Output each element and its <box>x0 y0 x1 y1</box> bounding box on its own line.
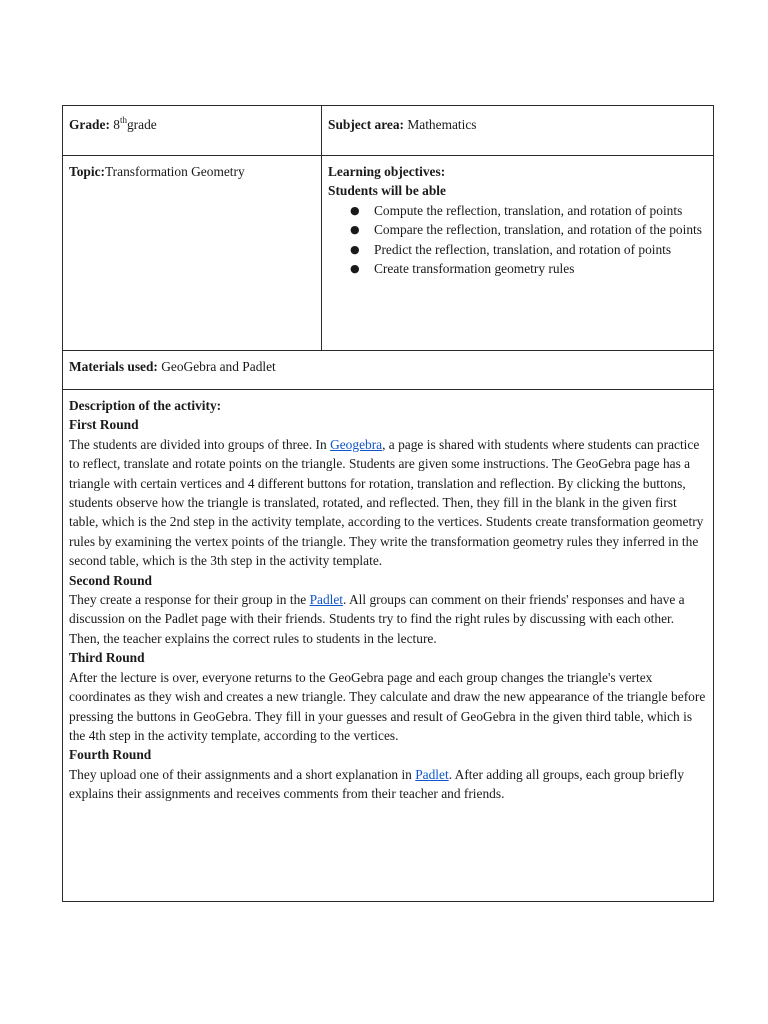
topic-row <box>63 156 714 351</box>
materials-value: GeoGebra and Padlet <box>161 359 276 374</box>
round-title-fourth: Fourth Round <box>69 747 152 763</box>
objectives-cell <box>322 156 714 351</box>
round-text-fourth <box>69 765 707 804</box>
round-text-part: . All groups can comment on their friends' responses and have a discussion on the Padlet page with their friends. Students try to find the right rules by discussing with each other. Then, the teacher explains the correct rules to students in the lecture. <box>69 592 685 646</box>
objective-item: ● Predict the reflection, translation, and rotation of points <box>374 240 707 259</box>
round-text-part: The students are divided into groups of three. In <box>69 436 331 452</box>
padlet-link[interactable]: Padlet <box>309 592 344 608</box>
subject-label: Subject area: <box>328 117 404 132</box>
round-text-part: . After adding all groups, each group briefly explains their assignments and receives comments from their teacher and friends. <box>69 766 685 802</box>
materials-cell <box>63 351 714 390</box>
header-row <box>63 106 714 156</box>
round-text-part: They upload one of their assignments and a short explanation in <box>69 766 416 782</box>
activity-row <box>63 390 714 902</box>
objectives-list <box>328 201 707 279</box>
round-text-part: They create a response for their group in the <box>69 592 310 608</box>
padlet-link[interactable]: Padlet <box>415 766 449 782</box>
round-title-first: First Round <box>69 417 139 433</box>
subject-cell <box>322 106 714 156</box>
subject-value: Mathematics <box>407 117 477 132</box>
grade-value: 8 <box>113 117 120 132</box>
materials-row <box>63 351 714 390</box>
round-text-first <box>69 435 707 571</box>
topic-cell <box>63 156 322 351</box>
topic-label: Topic: <box>69 164 105 179</box>
round-text-third <box>69 668 707 746</box>
objective-item: ● Create transformation geometry rules <box>374 259 707 278</box>
round-text-second <box>69 590 707 648</box>
lesson-plan-table <box>62 105 714 902</box>
objectives-label: Learning objectives: <box>328 164 446 179</box>
topic-value: Transformation Geometry <box>104 164 245 179</box>
activity-cell <box>63 390 714 902</box>
activity-label: Description of the activity: <box>69 398 222 413</box>
round-title-third: Third Round <box>69 650 145 666</box>
round-text-part: , a page is shared with students where students can practice to reflect, translate and rotate points on the triangle. Students are given some instructions. The GeoGebra page has a triangle with certain vertices and 4 different buttons for rotation, translation and reflection. By clicking the buttons, students observe how the triangle is translated, rotated, and reflected. Then, they fill in the blank in the given first table, which is the 2nd step in the activity template, according to the vertices. Students create transformation geometry rules by examining the vertex points of the triangle. They write the transformation geometry rules they inferred in the second table, which is the 3th step in the activity template. <box>69 436 704 569</box>
materials-label: Materials used: <box>69 359 158 374</box>
objective-item: ● Compare the reflection, translation, and rotation of the points <box>374 220 707 239</box>
grade-superscript: th <box>119 114 127 125</box>
objectives-intro: Students will be able <box>328 183 446 199</box>
grade-suffix: grade <box>126 117 157 132</box>
objective-item: ● Compute the reflection, translation, and rotation of points <box>374 201 707 220</box>
round-title-second: Second Round <box>69 572 152 588</box>
grade-label: Grade: <box>69 117 110 132</box>
geogebra-link[interactable]: Geogebra <box>330 436 383 452</box>
grade-cell <box>63 106 322 156</box>
round-text-part: After the lecture is over, everyone returns to the GeoGebra page and each group changes the triangle's vertex coordinates as they wish and creates a new triangle. They calculate and draw the new appearance of the triangle before pressing the buttons in GeoGebra. They fill in your guesses and result of GeoGebra in the given third table, which is the 4th step in the activity template, according to the vertices. <box>69 669 706 743</box>
